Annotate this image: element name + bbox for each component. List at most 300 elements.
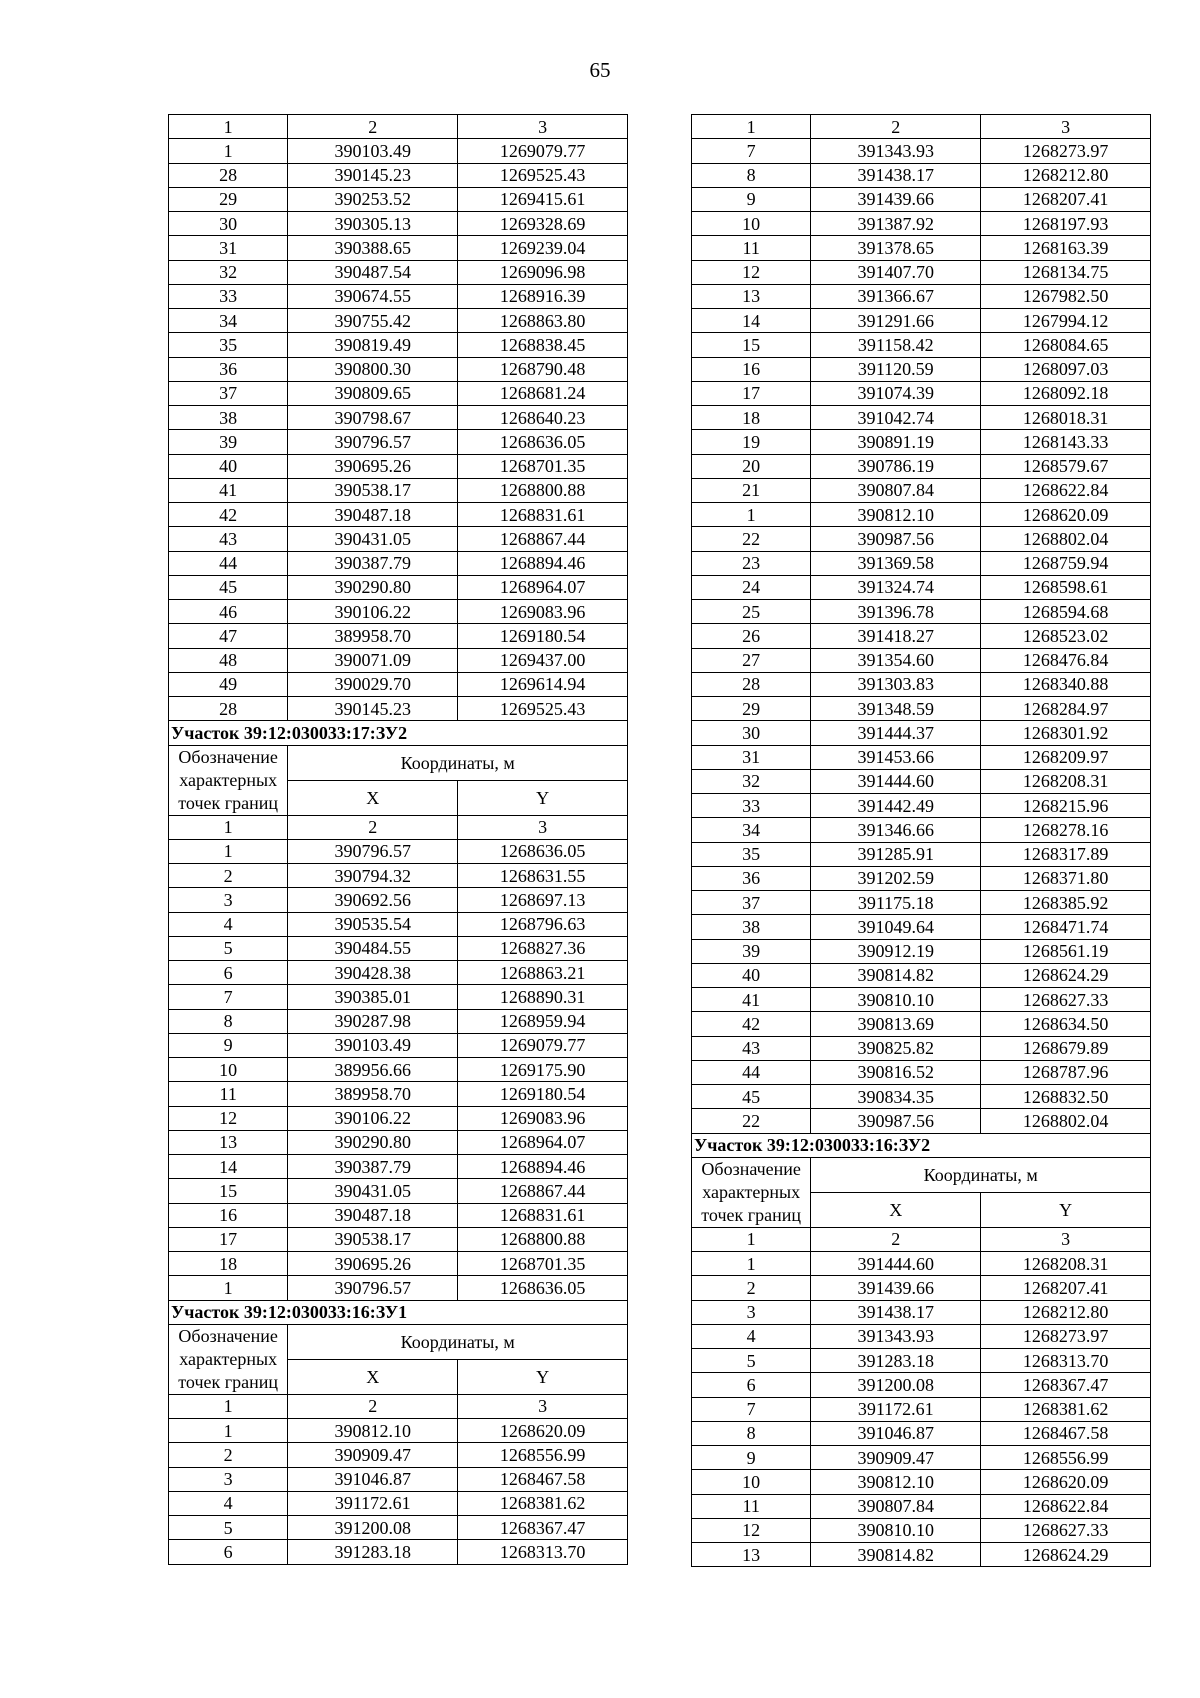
- point-number: 35: [169, 333, 288, 357]
- x-coordinate: 390798.67: [288, 406, 458, 430]
- table-row: [169, 1276, 628, 1300]
- table-row: [169, 600, 628, 624]
- table-row: [692, 1543, 1151, 1567]
- table-row: [169, 309, 628, 333]
- point-number: 9: [692, 187, 811, 211]
- column-number: 3: [458, 115, 628, 139]
- column-number: 1: [169, 815, 288, 839]
- table-row: [692, 139, 1151, 163]
- x-coordinate: 391346.66: [811, 818, 981, 842]
- y-coordinate: 1267994.12: [981, 309, 1151, 333]
- point-number: 46: [169, 600, 288, 624]
- point-number: 8: [692, 163, 811, 187]
- x-coordinate: 390909.47: [811, 1446, 981, 1470]
- y-coordinate: 1268624.29: [981, 1543, 1151, 1567]
- point-number: 7: [692, 1397, 811, 1421]
- point-number: 1: [169, 139, 288, 163]
- column-number: 2: [288, 815, 458, 839]
- y-coordinate: 1268084.65: [981, 333, 1151, 357]
- table-row: [692, 187, 1151, 211]
- y-coordinate: 1268627.33: [981, 988, 1151, 1012]
- y-coordinate: 1268863.21: [458, 961, 628, 985]
- table-row: [692, 357, 1151, 381]
- x-header: X: [811, 1192, 981, 1227]
- table-row: [692, 236, 1151, 260]
- table-row: [692, 575, 1151, 599]
- point-number: 5: [169, 1516, 288, 1540]
- y-coordinate: 1268197.93: [981, 212, 1151, 236]
- table-row: [169, 1227, 628, 1251]
- x-coordinate: 390814.82: [811, 963, 981, 987]
- point-number: 38: [169, 406, 288, 430]
- table-row: [692, 1252, 1151, 1276]
- table-row: [169, 333, 628, 357]
- point-number: 15: [692, 333, 811, 357]
- header-row: [169, 1324, 628, 1359]
- y-coordinate: 1269415.61: [458, 187, 628, 211]
- point-number: 28: [169, 697, 288, 721]
- table-row: [692, 1494, 1151, 1518]
- x-coordinate: 391418.27: [811, 624, 981, 648]
- table-row: [692, 721, 1151, 745]
- x-coordinate: 391442.49: [811, 794, 981, 818]
- x-coordinate: 391283.18: [288, 1540, 458, 1564]
- point-number: 49: [169, 672, 288, 696]
- table-row: [692, 503, 1151, 527]
- table-row: [692, 1518, 1151, 1542]
- y-coordinate: 1268278.16: [981, 818, 1151, 842]
- page-number: 65: [589, 58, 611, 82]
- x-coordinate: 390674.55: [288, 284, 458, 308]
- point-number: 27: [692, 648, 811, 672]
- x-coordinate: 390385.01: [288, 985, 458, 1009]
- x-coordinate: 390431.05: [288, 1179, 458, 1203]
- table-row: [169, 163, 628, 187]
- table-row: [169, 985, 628, 1009]
- x-coordinate: 391438.17: [811, 1300, 981, 1324]
- x-coordinate: 390387.79: [288, 551, 458, 575]
- x-coordinate: 391324.74: [811, 575, 981, 599]
- point-number: 8: [692, 1421, 811, 1445]
- table-row: [692, 430, 1151, 454]
- y-coordinate: 1268796.63: [458, 912, 628, 936]
- y-coordinate: 1268832.50: [981, 1085, 1151, 1109]
- point-number: 13: [692, 284, 811, 308]
- y-coordinate: 1268556.99: [981, 1446, 1151, 1470]
- table-row: [169, 1155, 628, 1179]
- point-number: 31: [692, 745, 811, 769]
- x-coordinate: 390796.57: [288, 430, 458, 454]
- point-number: 14: [692, 309, 811, 333]
- y-coordinate: 1268916.39: [458, 284, 628, 308]
- x-coordinate: 390755.42: [288, 309, 458, 333]
- point-number: 11: [692, 1494, 811, 1518]
- column-number: 1: [169, 115, 288, 139]
- table-row: [692, 163, 1151, 187]
- designation-header: Обозначение характерных точек границ: [169, 1324, 288, 1394]
- x-coordinate: 390812.10: [288, 1419, 458, 1443]
- table-row: [692, 818, 1151, 842]
- point-number: 43: [169, 527, 288, 551]
- table-row: [692, 769, 1151, 793]
- column-number: 2: [811, 115, 981, 139]
- table-row: [692, 478, 1151, 502]
- point-number: 10: [692, 1470, 811, 1494]
- table-row: [692, 284, 1151, 308]
- point-number: 1: [169, 839, 288, 863]
- point-number: 30: [692, 721, 811, 745]
- y-coordinate: 1269079.77: [458, 139, 628, 163]
- x-coordinate: 391378.65: [811, 236, 981, 260]
- x-coordinate: 391444.60: [811, 1252, 981, 1276]
- table-row: [169, 381, 628, 405]
- point-number: 4: [169, 912, 288, 936]
- x-coordinate: 390106.22: [288, 1106, 458, 1130]
- table-row: [169, 1009, 628, 1033]
- x-coordinate: 390484.55: [288, 936, 458, 960]
- table-row: [169, 1058, 628, 1082]
- x-coordinate: 390290.80: [288, 1130, 458, 1154]
- point-number: 6: [169, 1540, 288, 1564]
- point-number: 10: [169, 1058, 288, 1082]
- y-coordinate: 1268964.07: [458, 575, 628, 599]
- y-coordinate: 1268790.48: [458, 357, 628, 381]
- y-coordinate: 1268636.05: [458, 1276, 628, 1300]
- x-coordinate: 389958.70: [288, 624, 458, 648]
- x-coordinate: 390487.18: [288, 503, 458, 527]
- point-number: 18: [169, 1252, 288, 1276]
- header-row: [692, 1157, 1151, 1192]
- x-coordinate: 390305.13: [288, 212, 458, 236]
- point-number: 47: [169, 624, 288, 648]
- point-number: 32: [169, 260, 288, 284]
- x-coordinate: 390106.22: [288, 600, 458, 624]
- point-number: 22: [692, 1109, 811, 1133]
- x-coordinate: 391074.39: [811, 381, 981, 405]
- x-coordinate: 390253.52: [288, 187, 458, 211]
- table-row: [692, 381, 1151, 405]
- table-row: [169, 1540, 628, 1564]
- y-coordinate: 1268208.31: [981, 1252, 1151, 1276]
- point-number: 40: [692, 963, 811, 987]
- table-row: [169, 527, 628, 551]
- y-coordinate: 1268787.96: [981, 1060, 1151, 1084]
- y-coordinate: 1268697.13: [458, 888, 628, 912]
- x-coordinate: 390816.52: [811, 1060, 981, 1084]
- point-number: 48: [169, 648, 288, 672]
- coordinates-header: Координаты, м: [288, 745, 628, 780]
- table-row: [692, 1276, 1151, 1300]
- x-coordinate: 390813.69: [811, 1012, 981, 1036]
- y-coordinate: 1268681.24: [458, 381, 628, 405]
- y-coordinate: 1268959.94: [458, 1009, 628, 1033]
- y-coordinate: 1268622.84: [981, 478, 1151, 502]
- column-number: 1: [692, 115, 811, 139]
- y-coordinate: 1268215.96: [981, 794, 1151, 818]
- table-row: [692, 1060, 1151, 1084]
- column-number: 2: [288, 115, 458, 139]
- y-coordinate: 1268212.80: [981, 1300, 1151, 1324]
- x-coordinate: 391303.83: [811, 672, 981, 696]
- table-row: [692, 551, 1151, 575]
- x-coordinate: 390538.17: [288, 1227, 458, 1251]
- point-number: 28: [169, 163, 288, 187]
- column-number: 3: [981, 115, 1151, 139]
- y-coordinate: 1268471.74: [981, 915, 1151, 939]
- point-number: 28: [692, 672, 811, 696]
- point-number: 22: [692, 527, 811, 551]
- y-coordinate: 1268467.58: [458, 1467, 628, 1491]
- column-number: 1: [169, 1394, 288, 1418]
- table-row: [692, 406, 1151, 430]
- x-coordinate: 390535.54: [288, 912, 458, 936]
- table-row: [169, 139, 628, 163]
- table-row: [692, 1300, 1151, 1324]
- point-number: 12: [692, 260, 811, 284]
- point-number: 25: [692, 600, 811, 624]
- x-coordinate: 391444.60: [811, 769, 981, 793]
- table-row: [169, 1106, 628, 1130]
- point-number: 31: [169, 236, 288, 260]
- point-number: 35: [692, 842, 811, 866]
- point-number: 37: [169, 381, 288, 405]
- y-header: Y: [458, 1359, 628, 1394]
- x-coordinate: 391343.93: [811, 139, 981, 163]
- y-coordinate: 1268624.29: [981, 963, 1151, 987]
- y-coordinate: 1268622.84: [981, 1494, 1151, 1518]
- y-coordinate: 1268523.02: [981, 624, 1151, 648]
- point-number: 11: [169, 1082, 288, 1106]
- table-row: [692, 1036, 1151, 1060]
- x-coordinate: 391343.93: [811, 1324, 981, 1348]
- y-coordinate: 1269096.98: [458, 260, 628, 284]
- y-coordinate: 1268867.44: [458, 527, 628, 551]
- y-coordinate: 1269614.94: [458, 672, 628, 696]
- x-coordinate: 390029.70: [288, 672, 458, 696]
- y-coordinate: 1268620.09: [458, 1419, 628, 1443]
- table-row: [169, 912, 628, 936]
- y-coordinate: 1268340.88: [981, 672, 1151, 696]
- x-coordinate: 391366.67: [811, 284, 981, 308]
- column-number: 2: [288, 1394, 458, 1418]
- table-row: [169, 1082, 628, 1106]
- x-coordinate: 390487.18: [288, 1203, 458, 1227]
- section-title-row: [169, 721, 628, 745]
- y-coordinate: 1268381.62: [981, 1397, 1151, 1421]
- point-number: 41: [169, 478, 288, 502]
- x-coordinate: 390387.79: [288, 1155, 458, 1179]
- x-coordinate: 390796.57: [288, 1276, 458, 1300]
- x-coordinate: 390891.19: [811, 430, 981, 454]
- x-coordinate: 390538.17: [288, 478, 458, 502]
- point-number: 12: [692, 1518, 811, 1542]
- y-coordinate: 1269239.04: [458, 236, 628, 260]
- point-number: 13: [169, 1130, 288, 1154]
- y-coordinate: 1268867.44: [458, 1179, 628, 1203]
- table-row: [692, 1349, 1151, 1373]
- point-number: 45: [692, 1085, 811, 1109]
- table-row: [692, 794, 1151, 818]
- y-coordinate: 1268594.68: [981, 600, 1151, 624]
- x-coordinate: 389956.66: [288, 1058, 458, 1082]
- table-row: [169, 1203, 628, 1227]
- point-number: 16: [169, 1203, 288, 1227]
- column-number: 2: [811, 1227, 981, 1251]
- table-row: [169, 284, 628, 308]
- y-coordinate: 1269525.43: [458, 697, 628, 721]
- x-coordinate: 390800.30: [288, 357, 458, 381]
- point-number: 42: [692, 1012, 811, 1036]
- table-row: [169, 1130, 628, 1154]
- table-row: [692, 600, 1151, 624]
- x-coordinate: 390428.38: [288, 961, 458, 985]
- point-number: 3: [169, 1467, 288, 1491]
- x-coordinate: 391444.37: [811, 721, 981, 745]
- table-row: [692, 648, 1151, 672]
- point-number: 32: [692, 769, 811, 793]
- y-coordinate: 1268371.80: [981, 866, 1151, 890]
- table-row: [169, 888, 628, 912]
- point-number: 30: [169, 212, 288, 236]
- table-row: [169, 936, 628, 960]
- x-coordinate: 391369.58: [811, 551, 981, 575]
- x-coordinate: 390807.84: [811, 478, 981, 502]
- point-number: 18: [692, 406, 811, 430]
- table-row: [169, 1516, 628, 1540]
- table-row: [169, 1033, 628, 1057]
- y-coordinate: 1268964.07: [458, 1130, 628, 1154]
- x-coordinate: 391049.64: [811, 915, 981, 939]
- table-row: [169, 551, 628, 575]
- y-coordinate: 1269180.54: [458, 1082, 628, 1106]
- point-number: 5: [169, 936, 288, 960]
- x-coordinate: 390487.54: [288, 260, 458, 284]
- table-row: [169, 648, 628, 672]
- left-coordinates-column: [168, 114, 628, 1565]
- table-row: [169, 864, 628, 888]
- y-coordinate: 1268620.09: [981, 1470, 1151, 1494]
- point-number: 21: [692, 478, 811, 502]
- y-coordinate: 1268701.35: [458, 454, 628, 478]
- y-coordinate: 1268092.18: [981, 381, 1151, 405]
- section-title-row: [169, 1300, 628, 1324]
- x-coordinate: 391172.61: [811, 1397, 981, 1421]
- y-coordinate: 1268134.75: [981, 260, 1151, 284]
- point-number: 36: [169, 357, 288, 381]
- x-coordinate: 390103.49: [288, 139, 458, 163]
- table-row: [169, 1467, 628, 1491]
- point-number: 44: [169, 551, 288, 575]
- point-number: 1: [692, 503, 811, 527]
- table-row: [169, 260, 628, 284]
- y-coordinate: 1268802.04: [981, 527, 1151, 551]
- table-row: [692, 1421, 1151, 1445]
- x-coordinate: 390812.10: [811, 503, 981, 527]
- y-coordinate: 1268273.97: [981, 1324, 1151, 1348]
- y-coordinate: 1268631.55: [458, 864, 628, 888]
- table-row: [692, 1085, 1151, 1109]
- table-row: [692, 915, 1151, 939]
- table-row: [692, 672, 1151, 696]
- column-number-row: [692, 115, 1151, 139]
- point-number: 2: [169, 864, 288, 888]
- y-coordinate: 1269079.77: [458, 1033, 628, 1057]
- y-coordinate: 1268800.88: [458, 478, 628, 502]
- point-number: 40: [169, 454, 288, 478]
- x-coordinate: 391283.18: [811, 1349, 981, 1373]
- x-coordinate: 391200.08: [811, 1373, 981, 1397]
- header-row: [169, 745, 628, 780]
- y-coordinate: 1268800.88: [458, 1227, 628, 1251]
- point-number: 9: [692, 1446, 811, 1470]
- y-coordinate: 1268579.67: [981, 454, 1151, 478]
- x-coordinate: 391046.87: [288, 1467, 458, 1491]
- x-coordinate: 390987.56: [811, 1109, 981, 1133]
- table-row: [692, 309, 1151, 333]
- point-number: 1: [692, 1252, 811, 1276]
- point-number: 26: [692, 624, 811, 648]
- table-row: [169, 1179, 628, 1203]
- table-row: [169, 575, 628, 599]
- column-number-row: [169, 815, 628, 839]
- table-row: [169, 961, 628, 985]
- y-coordinate: 1267982.50: [981, 284, 1151, 308]
- point-number: 16: [692, 357, 811, 381]
- table-row: [169, 1491, 628, 1515]
- x-coordinate: 390819.49: [288, 333, 458, 357]
- table-row: [692, 1012, 1151, 1036]
- column-number: 1: [692, 1227, 811, 1251]
- point-number: 45: [169, 575, 288, 599]
- point-number: 11: [692, 236, 811, 260]
- y-coordinate: 1268467.58: [981, 1421, 1151, 1445]
- x-header: X: [288, 1359, 458, 1394]
- column-number-row: [169, 1394, 628, 1418]
- x-coordinate: 391120.59: [811, 357, 981, 381]
- y-coordinate: 1268313.70: [458, 1540, 628, 1564]
- table-row: [692, 939, 1151, 963]
- x-coordinate: 390810.10: [811, 988, 981, 1012]
- table-row: [692, 866, 1151, 890]
- x-coordinate: 391453.66: [811, 745, 981, 769]
- x-coordinate: 390786.19: [811, 454, 981, 478]
- column-number-row: [692, 1227, 1151, 1251]
- point-number: 7: [169, 985, 288, 1009]
- table-row: [692, 212, 1151, 236]
- table-row: [169, 672, 628, 696]
- x-header: X: [288, 780, 458, 815]
- point-number: 8: [169, 1009, 288, 1033]
- x-coordinate: 390810.10: [811, 1518, 981, 1542]
- point-number: 36: [692, 866, 811, 890]
- y-coordinate: 1268827.36: [458, 936, 628, 960]
- y-coordinate: 1268208.31: [981, 769, 1151, 793]
- y-coordinate: 1268640.23: [458, 406, 628, 430]
- table-row: [169, 839, 628, 863]
- point-number: 12: [169, 1106, 288, 1130]
- point-number: 4: [169, 1491, 288, 1515]
- point-number: 5: [692, 1349, 811, 1373]
- y-coordinate: 1268301.92: [981, 721, 1151, 745]
- table-row: [169, 1443, 628, 1467]
- x-coordinate: 390825.82: [811, 1036, 981, 1060]
- section-title-row: [692, 1133, 1151, 1157]
- point-number: 17: [692, 381, 811, 405]
- y-coordinate: 1268212.80: [981, 163, 1151, 187]
- x-coordinate: 391348.59: [811, 697, 981, 721]
- y-coordinate: 1268143.33: [981, 430, 1151, 454]
- point-number: 39: [692, 939, 811, 963]
